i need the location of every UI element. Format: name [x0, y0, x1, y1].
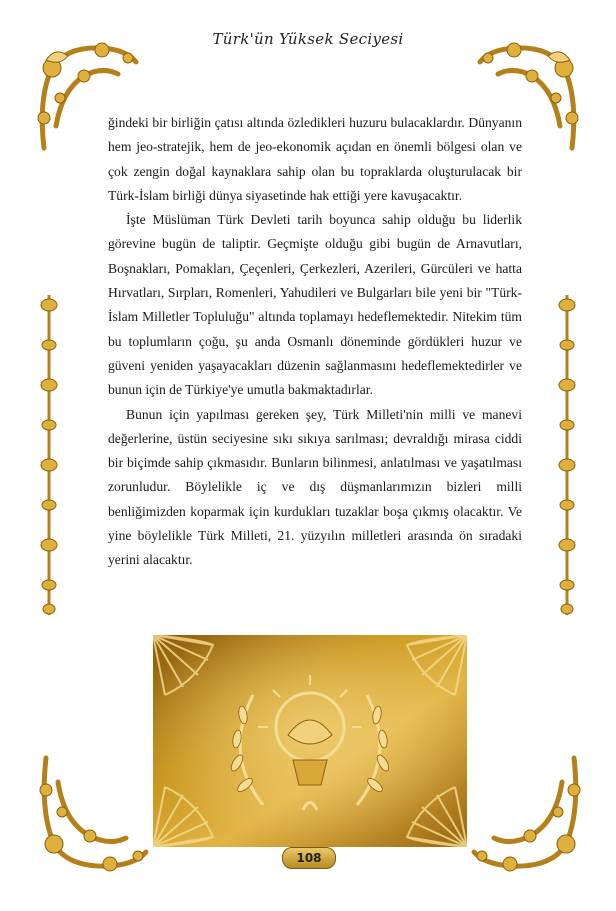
- running-header: Türk'ün Yüksek Seciyesi: [212, 30, 404, 48]
- paragraph-2: İşte Müslüman Türk Devleti tarih boyunca sahip olduğu bu liderlik görevine bugün de taliptir. Geçmişte olduğu gibi bugün de Arnavutları, Boşnakları, Pomakları, Çeçenleri, Çerkezleri, Azerileri, Gürcüleri ve hatta Hırvatları, Sırpları, Romenleri, Yahudileri ve Bulgarları bile yeni bir "Türk-İslam Milletler Topluluğu" altında toplamayı hedeflemektedir. Nitekim tüm bu toplumların çoğu, şu anda Osmanlı döneminde gördükleri huzur ve güveni yeniden yaşayacakları düzenin sağlanmasını hedeflemektedirler ve bunun için de Türkiye'ye umutla bakmaktadırlar.: [108, 212, 522, 398]
- corner-ornament-bottom-left: [34, 748, 154, 878]
- emblem-photo: [153, 635, 467, 847]
- paragraph-1: ğindeki bir birliğin çatısı altında özledikleri huzuru bulacaklardır. Dünyanın hem jeo-stratejik, hem de jeo-ekonomik açıdan en önemli bölgesi olan ve çok zengin doğal kaynaklara sahip olan bu topraklarda oluşturulacak bir Türk-İslam birliği dünya siyasetinde hak ettiği yere kavuşacaktır.: [108, 115, 522, 203]
- corner-ornament-bottom-right: [466, 748, 586, 878]
- paragraph-3: Bunun için yapılması gereken şey, Türk Milleti'nin milli ve manevi değerlerine, üstün seciyesine sıkı sıkıya sarılması; devraldığı mirasa ciddi bir biçimde sahip çıkmasıdır. Bunların bilinmesi, anlatılması ve yaşatılması zorunludur. Böylelikle iç ve dış düşmanlarımızın bizleri milli benliğimizden koparmak için kurdukları tuzaklar boşa çıkmış olacaktır. Ve yine böylelikle Türk Milleti, 21. yüzyılın milletleri arasında ön sıradaki yerini alacaktır.: [108, 406, 522, 568]
- side-ornament-right: [556, 295, 578, 615]
- page-number-badge: 108: [282, 847, 336, 869]
- side-ornament-left: [38, 295, 60, 615]
- body-text: [108, 111, 522, 573]
